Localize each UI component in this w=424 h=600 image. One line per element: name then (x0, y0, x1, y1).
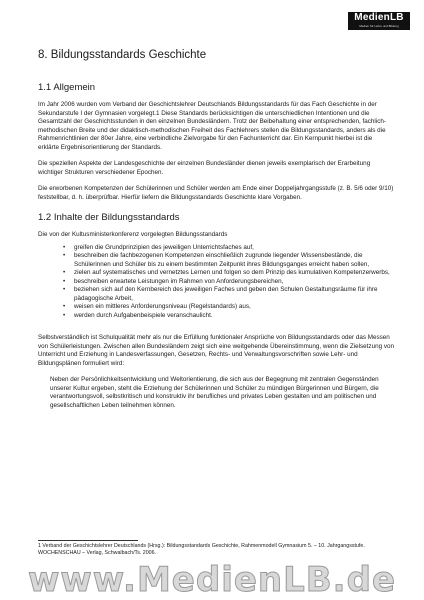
paragraph: Die erworbenen Kompetenzen der Schülerinnen und Schüler werden am Ende einer Doppeljahrgangsstufe (z. B. 5/6 oder 9/10) feststellbar, d. h. überprüfbar. Hierfür liefern die Bildungsstandards Geschichte klare Vorgaben. (38, 185, 394, 201)
list-item: • werden durch Aufgabenbeispiele veranschaulicht. (66, 312, 394, 321)
paragraph: Im Jahr 2006 wurden vom Verband der Geschichtslehrer Deutschlands Bildungsstandards für das Fach Geschichte in der Sekundarstufe I der Gymnasien vorgelegt.1 Diese Standards berücksichtigen die unterschiedlichen Intentionen und die Gesamtzahl der Geschichtsstunden in den einzelnen Bundesländern. Trotz der Beibehaltung einer entsprechenden, fachlich-methodischen Breite und der didaktisch-methodischen Freiheit des Fachlehrers stellen die Bildungsstandards, anders als die Rahmenrichtlinien der 80er Jahre, eine verbindliche Zielvorgabe für den Fachunterricht dar. Ein Kernpunkt hierbei ist die erklärte Ergebnisorientierung der Standards. (38, 101, 386, 151)
list-intro: Die von der Kultusministerkonferenz vorgelegten Bildungsstandards (38, 231, 228, 238)
indented-quote: Neben der Persönlichkeitsentwicklung und Weltorientierung, die sich aus der Begegnung mit zentralen Gegenständen unserer Kultur ergeben, steht die Erziehung der Schülerinnen und Schüler zu mündigen Bürgerinnen und Bürgern, die verantwortungsvoll, selbstkritisch und konstruktiv ihr berufliches und privates Leben gestalten und am politischen und gesellschaftlichen Leben teilnehmen können. (50, 376, 379, 409)
paragraph: Die speziellen Aspekte der Landesgeschichte der einzelnen Bundesländer dienen jeweils exemplarisch der Erarbeitung wichtiger Strukturen verschiedener Epochen. (38, 160, 371, 176)
logo-tagline: Medien für Lehre und Bildung (359, 24, 399, 28)
document-body (38, 48, 394, 418)
chapter-title: 8. Bildungsstandards Geschichte (38, 49, 207, 61)
section-heading-allgemein: 1.1 Allgemein (38, 82, 96, 93)
list-item: • weisen ein mittleres Anforderungsniveau (Regelstandards) aus, (66, 303, 394, 312)
section-heading-inhalte: 1.2 Inhalte der Bildungsstandards (38, 212, 180, 223)
list-item: • beschreiben die fachbezogenen Kompetenzen einschließlich zugrunde liegender Wissensbestände, die Schülerinnen und Schüler bis zu einem bestimmten Zeitpunkt ihres Bildungsganges erreicht haben sollen, (66, 252, 394, 269)
list-item: • greifen die Grundprinzipien des jeweiligen Unterrichtsfaches auf, (66, 244, 394, 253)
list-item: • zielen auf systematisches und vernetztes Lernen und folgen so dem Prinzip des kumulativen Kompetenzerwerbs, (66, 269, 394, 278)
medienlb-logo (348, 12, 410, 30)
footnote: 1 Verband der Geschichtslehrer Deutschlands (Hrsg.): Bildungsstandards Geschichte, Rahmenmodell Gymnasium 5. – 10. Jahrgangsstufe. WOCHENSCHAU – Verlag, Schwalbach/Ts. 2006. (38, 543, 365, 556)
standards-bullet-list (38, 244, 394, 321)
list-item: • beschreiben erwartete Leistungen im Rahmen von Anforderungsbereichen, (66, 278, 394, 287)
logo-wordmark: MedienLB (354, 12, 404, 23)
footnote-divider (38, 540, 138, 541)
paragraph: Selbstverständlich ist Schulqualität mehr als nur die Erfüllung funktionaler Ansprüche von Bildungsstandards oder das Messen von Schülerleistungen. Zwischen allen Bundesländern zeigt sich eine weitgehende Übereinstimmung, wenn die Zielsetzung von Unterricht und Erziehung in Landesverfassungen, Gesetzen, Rechts- und Verwaltungsvorschriften sowie Lehr- und Bildungsplänen formuliert wird: (38, 334, 394, 367)
list-item: • beziehen sich auf den Kernbereich des jeweiligen Faches und geben den Schulen Gestaltungsräume für ihre pädagogische Arbeit, (66, 286, 394, 303)
website-watermark: www.MedienLB.de (27, 560, 396, 600)
